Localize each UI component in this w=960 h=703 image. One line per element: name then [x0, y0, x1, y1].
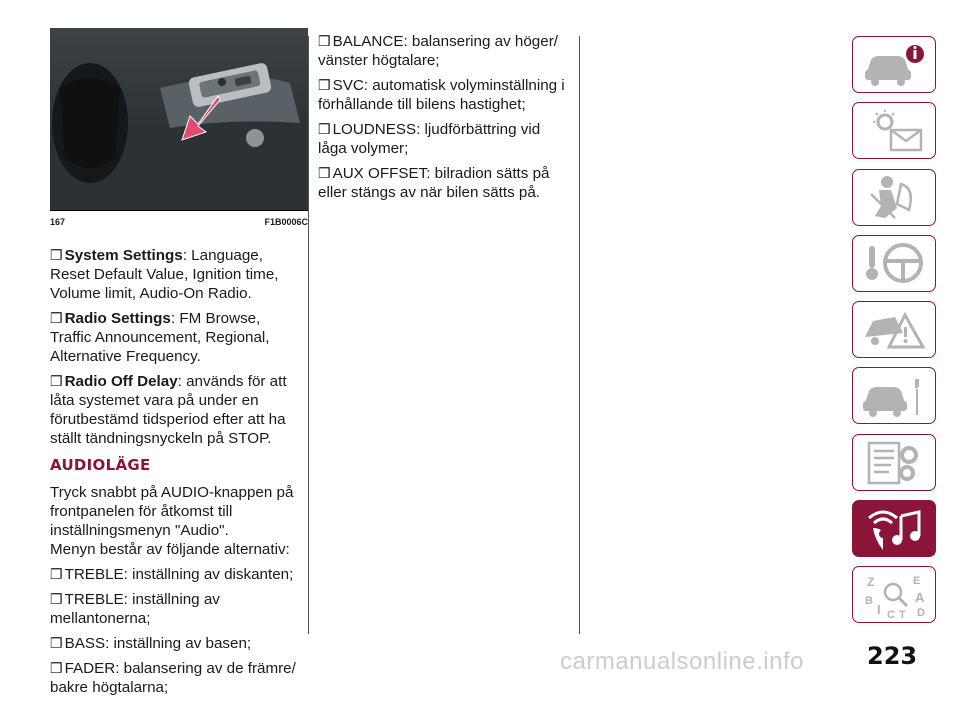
svg-text:A: A: [915, 589, 925, 605]
list-item: ❒ AUX OFFSET: bilradion sätts på eller stängs av när bilen sätts på.: [318, 165, 550, 201]
list-item: ❒ System Settings: Language, Reset Default Value, Ignition time, Volume limit, Audio-On Radio.: [50, 247, 279, 302]
tab-emergency[interactable]: [852, 301, 936, 358]
tab-warning-lights[interactable]: [852, 102, 936, 159]
seat-airbag-icon: [861, 174, 927, 220]
svg-text:B: B: [865, 594, 873, 607]
figure-caption: [50, 210, 308, 232]
figure-number: 167: [50, 217, 66, 227]
column-divider: [308, 36, 309, 634]
list-item: ❒ TREBLE: inställning av mellantonerna;: [50, 591, 220, 627]
emergency-triangle-icon: [861, 307, 927, 353]
list-item: ❒ TREBLE: inställning av diskanten;: [50, 566, 294, 583]
tab-seat-airbag[interactable]: [852, 169, 936, 226]
svg-text:T: T: [899, 608, 906, 618]
column-divider: [579, 36, 580, 634]
chapter-tabs: [852, 36, 936, 633]
list-item: ❒ BASS: inställning av basen;: [50, 635, 252, 652]
list-item: ❒ SVC: automatisk volyminställning i förhållande till bilens hastighet;: [318, 77, 565, 113]
intro-text: Tryck snabbt på AUDIO-knappen på frontpanelen för åtkomst till inställningsmenyn "Audio". Menyn består av följande alternativ:: [50, 484, 294, 558]
technical-data-icon: [861, 439, 927, 485]
left-column: [50, 30, 308, 703]
svg-text:D: D: [917, 606, 925, 618]
tab-technical-data[interactable]: [852, 434, 936, 491]
tab-index[interactable]: [852, 566, 936, 623]
list-item: ❒ Radio Settings: FM Browse, Traffic Announcement, Regional, Alternative Frequency.: [50, 310, 270, 365]
page-number: 223: [867, 642, 918, 670]
car-maintenance-icon: [861, 373, 927, 419]
tab-car-info[interactable]: [852, 36, 936, 93]
right-column: [318, 32, 568, 208]
watermark: carmanualsonline.info: [560, 648, 804, 675]
svg-text:E: E: [913, 574, 921, 587]
tab-maintenance[interactable]: [852, 367, 936, 424]
tab-steering-wheel[interactable]: [852, 235, 936, 292]
svg-text:Z: Z: [867, 574, 875, 589]
gear-shift-photo: [50, 28, 308, 210]
figure-code: F1B0006C: [264, 217, 308, 227]
list-item: ❒ FADER: balansering av de främre/ bakre högtalarna;: [50, 660, 296, 696]
section-heading: AUDIOLÄGE: [50, 456, 151, 474]
tab-multimedia[interactable]: [852, 500, 936, 557]
list-item: ❒ BALANCE: balansering av höger/ vänster högtalare;: [318, 33, 558, 69]
list-item: ❒ Radio Off Delay: används för att låta systemet vara på under en förutbestämd tidsperiod efter att ha ställt tändningsnyckeln på STOP.: [50, 373, 287, 447]
alphabetical-index-icon: [861, 572, 927, 618]
multimedia-icon: [861, 506, 927, 552]
svg-text:I: I: [877, 601, 881, 617]
warning-lights-icon: [861, 108, 927, 154]
steering-wheel-key-icon: [861, 240, 927, 286]
car-info-icon: [861, 42, 927, 88]
figure-167: [50, 28, 308, 210]
svg-text:C: C: [887, 608, 895, 618]
list-item: ❒ LOUDNESS: ljudförbättring vid låga volymer;: [318, 121, 541, 157]
